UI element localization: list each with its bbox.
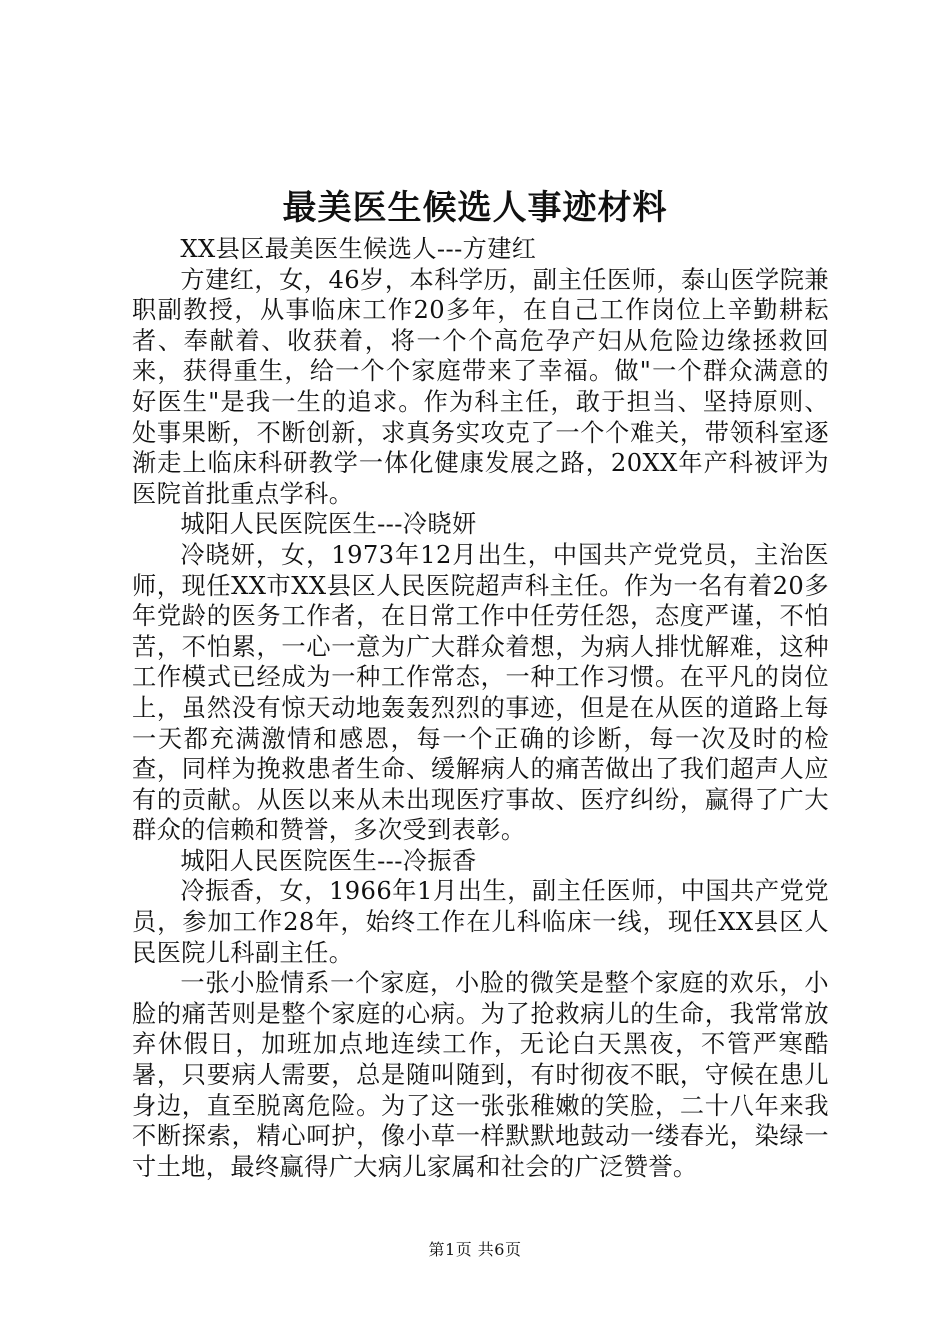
paragraph-heading-candidate-3: 城阳人民医院医生---冷振香 [180, 846, 477, 875]
page-number-footer: 第1页 共6页 [428, 1240, 522, 1259]
paragraph-heading-candidate-1: XX县区最美医生候选人---方建红 [180, 235, 537, 263]
paragraph-candidate-2-bio: 冷晓妍，女，1973年12月出生，中国共产党党员，主治医师，现任XX市XX县区人民医院超声科主任。作为一名有着20多年党龄的医务工作者，在日常工作中任劳任怨，态度严谨，不怕苦，不怕累，一心一意为广大群众着想，为病人排忧解难，这种工作模式已经成为一种工作常态，一种工作习惯。在平凡的岗位上，虽然没有惊天动地轰轰烈烈的事迹，但是在从医的道路上每一天都充满激情和感恩，每一个正确的诊断，每一次及时的检查，同样为挽救患者生命、缓解病人的痛苦做出了我们超声人应有的贡献。从医以来从未出现医疗事故、医疗纠纷，赢得了广大群众的信赖和赞誉，多次受到表彰。 [132, 540, 829, 845]
document-body [132, 234, 829, 1182]
document-title: 最美医生候选人事迹材料 [282, 188, 668, 228]
paragraph-candidate-3-bio: 冷振香，女，1966年1月出生，副主任医师，中国共产党党员，参加工作28年，始终工作在儿科临床一线，现任XX县区人民医院儿科副主任。 [132, 877, 829, 967]
paragraph-candidate-3-story: 一张小脸情系一个家庭，小脸的微笑是整个家庭的欢乐，小脸的痛苦则是整个家庭的心病。为了抢救病儿的生命，我常常放弃休假日，加班加点地连续工作，无论白天黑夜，不管严寒酷暑，只要病人需要，总是随叫随到，有时彻夜不眠，守候在患儿身边，直至脱离危险。为了这一张张稚嫩的笑脸，二十八年来我不断探索，精心呵护，像小草一样默默地鼓动一缕春光，染绿一寸土地，最终赢得广大病儿家属和社会的广泛赞誉。 [132, 969, 829, 1181]
paragraph-heading-candidate-2: 城阳人民医院医生---冷晓妍 [180, 510, 477, 539]
paragraph-candidate-1-bio: 方建红，女，46岁，本科学历，副主任医师，泰山医学院兼职副教授，从事临床工作20多年，在自己工作岗位上辛勤耕耘者、奉献着、收获着，将一个个高危孕产妇从危险边缘拯救回来，获得重生，给一个个家庭带来了幸福。做"一个群众满意的好医生"是我一生的追求。作为科主任，敢于担当、坚持原则、处事果断，不断创新，求真务实攻克了一个个难关，带领科室逐渐走上临床科研教学一体化健康发展之路，20XX年产科被评为医院首批重点学科。 [132, 265, 829, 508]
